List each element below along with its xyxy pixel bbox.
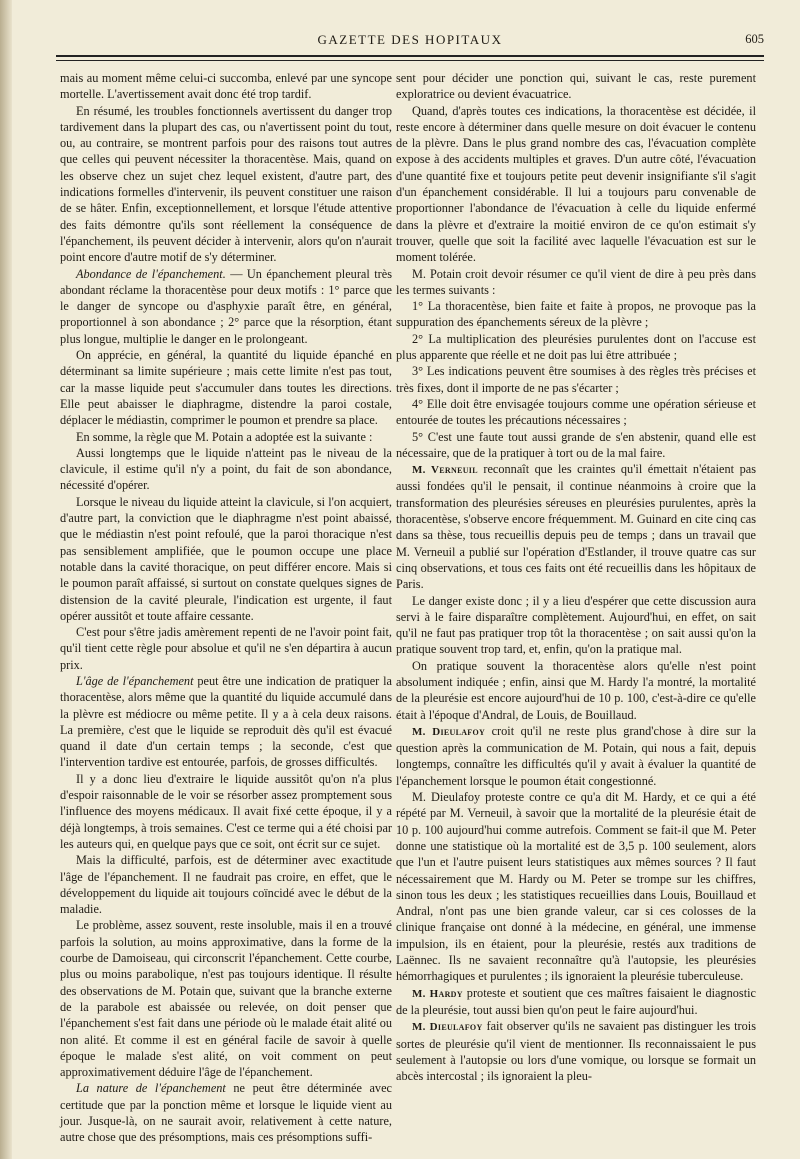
journal-title: GAZETTE DES HOPITAUX	[317, 32, 503, 47]
paragraph	[396, 461, 756, 592]
paragraph-text: M. Dieulafoy proteste contre ce qu'a dit M. Hardy, et ce qui a été répété par M. Verneuil, à savoir que la mortalité de la pleurésie était de 10 p. 100 aujourd'hui comme autrefois. Comment se fait-il que M. Peter donne une statistique où la mortalité est de 3,5 p. 100 seulement, alors que l'un et l'autre puisent leurs statistiques aux mêmes sources ? Il faut nécessairement que M. Hardy ou M. Peter se trompe sur les chiffres, sinon tous les deux ; les statistiques recueillies dans Louis, Bouillaud et Andral, n'ont pas une bien grande valeur, car si ces colosses de la clinique française ont donné à la médecine, en général, une immense impulsion, ils en étaient, pour la pleurésie, restés aux traditions de Laënnec. Ils ne savaient reconnaître qu'à l'autopsie, les pleurésies hémorrhagiques et purulentes ; ils ignoraient la pleurésie tuberculeuse.	[396, 790, 756, 984]
paragraph	[396, 363, 756, 396]
paragraph-text: On apprécie, en général, la quantité du liquide épanché en déterminant sa limite supérieure ; mais cette limite n'est pas tout, car la masse liquide peut s'accumuler dans toutes les directions. Elle peut abaisser le diaphragme, distendre la paroi costale, déplacer le médiastin, comprimer le poumon et prendre sa place.	[60, 348, 392, 428]
paragraph	[396, 593, 756, 658]
speaker-name: M. Dieulafoy	[412, 725, 486, 738]
speaker-name: M. Hardy	[412, 987, 463, 1000]
paragraph	[396, 429, 756, 462]
paragraph-text: 4° Elle doit être envisagée toujours comme une opération sérieuse et entourée de toutes les précautions nécessaires ;	[396, 396, 756, 428]
paragraph-text: Le danger existe donc ; il y a lieu d'espérer que cette discussion aura servi à le faire disparaître complètement. Aujourd'hui, en effet, on sait qu'il ne faut pas pratiquer trop tôt la thoracentèse ; on sait aussi qu'on la pratique souvent trop tard, et, enfin, qu'on la pratique mal.	[396, 593, 756, 657]
paragraph	[396, 789, 756, 985]
paragraph	[60, 70, 392, 103]
paragraph-text: Quand, d'après toutes ces indications, la thoracentèse est décidée, il reste encore à déterminer dans quelle mesure on doit évacuer le contenu de la plèvre. Dans le plus grand nombre des cas, l'évacuation complète expose à des accidents multiples et graves. D'un autre côté, l'évacuation d'une quantité fixe et toujours petite peut devenir insignifiante s'il s'agit d'un épanchement considérable. Il lui a toujours paru convenable de proportionner l'abondance de l'évacuation à celle du liquide enfermé dans la plèvre et d'extraire la moitié environ de ce qu'on estimait s'y trouver, quelle que soit la facilité avec laquelle l'évacuation est sur le moment tolérée.	[396, 103, 756, 265]
paragraph-text: — Un épanchement pleural très abondant réclame la thoracentèse pour deux motifs : 1° parce que le danger de syncope ou d'asphyxie paraît être, en général, proportionnel à son abondance ; 2° parce que la résorption, étant plus longue, multiplie le danger en le prolongeant.	[60, 266, 392, 346]
paragraph-text: On pratique souvent la thoracentèse alors qu'elle n'est point absolument indiquée ; enfin, ainsi que M. Hardy l'a montré, la mortalité de la pleurésie est encore aujourd'hui de 10 p. 100, c'est-à-dire ce qu'elle était à l'époque d'Andral, de Louis, de Bouillaud.	[396, 658, 756, 722]
page-number: 605	[745, 32, 764, 46]
section-lead: Abondance de l'épanchement.	[76, 266, 226, 281]
section-lead: La nature de l'épanchement	[76, 1081, 226, 1096]
paragraph-text: Le problème, assez souvent, reste insoluble, mais il en a trouvé parfois la solution, au moins approximative, dans la forme de la courbe de Damoiseau, qui circonscrit l'épanchement. Cette courbe, plus ou moins parabolique, n'est pas toujours identique. Il résulte des observations de M. Potain que, suivant que la branche externe de la parabole est abaissée ou relevée, on doit penser que l'épanchement s'est fait dans une période où le malade était alité ou non alité. Et comme il est en général facile de savoir à quelle époque le malade s'est alité, on voit comment on peut approximativement déduire l'âge de l'épanchement.	[60, 918, 392, 1080]
paragraph	[60, 771, 392, 852]
paragraph	[396, 723, 756, 789]
paragraph	[396, 266, 756, 299]
right-column	[396, 70, 756, 1084]
paragraph	[396, 396, 756, 429]
speaker-name: M. Dieulafoy	[412, 1021, 483, 1034]
paragraph-text: C'est pour s'être jadis amèrement repenti de ne l'avoir point fait, qu'il tient cette règle pour absolue et qu'il ne s'en départira à aucun prix.	[60, 625, 392, 672]
paragraph	[396, 331, 756, 364]
paragraph	[60, 266, 392, 347]
page-header	[56, 32, 764, 54]
paragraph	[396, 70, 756, 103]
paragraph	[60, 673, 392, 771]
paragraph	[60, 347, 392, 428]
paragraph-text: ne peut être déterminée avec certitude que par la ponction même et lorsque le liquide vient au jour. Jusque-là, on ne saurait avoir, relativement à cette nature, autre chose que des présomptions, mais ces présomptions suffi-	[60, 1081, 392, 1145]
paragraph-text: croit qu'il ne reste plus grand'chose à dire sur la question après la communication de M. Potain, qui nous a fait, depuis longtemps, connaître les difficultés qu'il y avait à évaluer la quantité de l'épanchement lorsque le poumon était congestionné.	[396, 723, 757, 788]
paragraph-text: Il y a donc lieu d'extraire le liquide aussitôt qu'on n'a plus d'espoir raisonnable de le voir se résorber assez promptement sous l'influence des moyens médicaux. Il avait fixé cette époque, il y a déjà longtemps, à trois semaines. C'est ce terme qui a été choisi par les auteurs qui, en quelque pays que ce soit, ont écrit sur ce sujet.	[60, 771, 392, 851]
left-column	[60, 70, 392, 1146]
paragraph	[396, 298, 756, 331]
paragraph-text: proteste et soutient que ces maîtres faisaient le diagnostic de la pleurésie, tout aussi bien qu'on peut le faire aujourd'hui.	[396, 985, 756, 1017]
paragraph-text: 5° C'est une faute tout aussi grande de s'en abstenir, quand elle est nécessaire, que de la pratiquer à tort ou de la mal faire.	[396, 429, 756, 460]
paragraph	[396, 1018, 756, 1084]
paragraph-text: 2° La multiplication des pleurésies purulentes dont on l'accuse est plus apparente que réelle et ne doit pas lui être attribuée ;	[396, 331, 756, 363]
header-rule-thick	[56, 55, 764, 57]
paragraph-text: Mais la difficulté, parfois, est de déterminer avec exactitude l'âge de l'épanchement. Il ne faudrait pas croire, en effet, que le développement du liquide ait toujours coïncidé avec le début de la maladie.	[60, 853, 392, 917]
paragraph	[60, 624, 392, 673]
paragraph-text: sent pour décider une ponction qui, suivant le cas, reste purement exploratrice ou devient évacuatrice.	[396, 71, 756, 102]
paragraph	[60, 852, 392, 917]
paragraph	[60, 445, 392, 494]
paragraph	[396, 103, 756, 266]
paragraph-text: mais au moment même celui-ci succomba, enlevé par une syncope mortelle. L'avertissement avait donc été trop tardif.	[60, 71, 392, 102]
paragraph-text: En résumé, les troubles fonctionnels avertissent du danger trop tardivement dans la plupart des cas, ou n'avertissent point du tout, ou, au contraire, se montrent parfois pour des raisons tout autres que celles qui peuvent nécessiter la thoracentèse. Mais, quand on les observe chez un sujet chez lequel existent, d'autre part, des indications formelles d'intervenir, ils peuvent constituer une raison de se hâter. Enfin, exceptionnellement, et lorsque l'étude attentive des faits démontre qu'ils sont réellement la conséquence de l'épanchement, ils peuvent décider à intervenir, alors qu'on n'aurait point encore d'autre motif de s'y déterminer.	[60, 103, 392, 265]
paragraph	[60, 917, 392, 1080]
header-rule-thin	[56, 60, 764, 61]
section-lead: L'âge de l'épanchement	[76, 673, 194, 688]
paragraph	[396, 658, 756, 723]
paragraph	[60, 429, 392, 445]
paragraph	[60, 1080, 392, 1145]
paragraph-text: Lorsque le niveau du liquide atteint la clavicule, si l'on acquiert, d'autre part, la conviction que le diaphragme n'est point abaissé, que le médiastin n'est point refoulé, que la paroi thoracique n'est pas sensiblement amplifiée, que le poumon occupe une place notable dans la cavité thoracique, on peut différer encore. Mais si le poumon paraît affaissé, si surtout on constate quelques signes de distension de la cavité pleurale, l'indication est urgente, il faut opérer aussitôt et toute affaire cessante.	[60, 494, 392, 623]
paragraph-text: M. Potain croit devoir résumer ce qu'il vient de dire à peu près dans les termes suivants :	[396, 266, 756, 297]
paragraph-text: 3° Les indications peuvent être soumises à des règles très précises et très fixes, dont il importe de ne pas s'écarter ;	[396, 364, 756, 395]
paragraph-text: reconnaît que les craintes qu'il émettait n'étaient pas aussi fondées qu'il le pensait, il continue néanmoins à croire que la transformation des pleurésies séreuses en pleurésies purulentes, après la thoracentèse, s'observe encore fréquemment. M. Guinard en cite cinq cas dans sa thèse, tous recueillis depuis peu de temps ; dans un travail que M. Verneuil a publié sur l'opération d'Estlander, il trouve quatre cas sur cinq observations, et tous ces faits ont été recueillis dans les hôpitaux de Paris.	[396, 462, 756, 592]
paragraph	[60, 494, 392, 624]
page-edge-shadow	[0, 0, 12, 1159]
paragraph-text: Aussi longtemps que le liquide n'atteint pas le niveau de la clavicule, il estime qu'il n'y a point, du fait de son abondance, nécessité d'opérer.	[60, 445, 392, 493]
paragraph	[60, 103, 392, 266]
paragraph-text: peut être une indication de pratiquer la thoracentèse, alors même que la quantité du liquide accumulé dans la plèvre est médiocre ou même petite. Il y a à cela deux raisons. La première, c'est que le liquide se reproduit dès qu'il est évacué quand il date d'un certain temps ; la seconde, c'est que l'intervention tardive est entourée, parfois, de grosses difficultés.	[60, 673, 392, 770]
paragraph	[396, 985, 756, 1019]
paragraph-text: fait observer qu'ils ne savaient pas distinguer les trois sortes de pleurésie qu'il vient de mentionner. Ils reconnaissaient le pus seulement à l'autopsie ou lors d'une vomique, ou lorsque se formait un abcès intercostal ; ils ignoraient la pleu-	[396, 1019, 757, 1084]
paragraph-text: En somme, la règle que M. Potain a adoptée est la suivante :	[76, 429, 373, 444]
speaker-name: M. Verneuil	[412, 464, 478, 477]
paragraph-text: 1° La thoracentèse, bien faite et faite à propos, ne provoque pas la suppuration des épanchements séreux de la plèvre ;	[396, 299, 756, 330]
